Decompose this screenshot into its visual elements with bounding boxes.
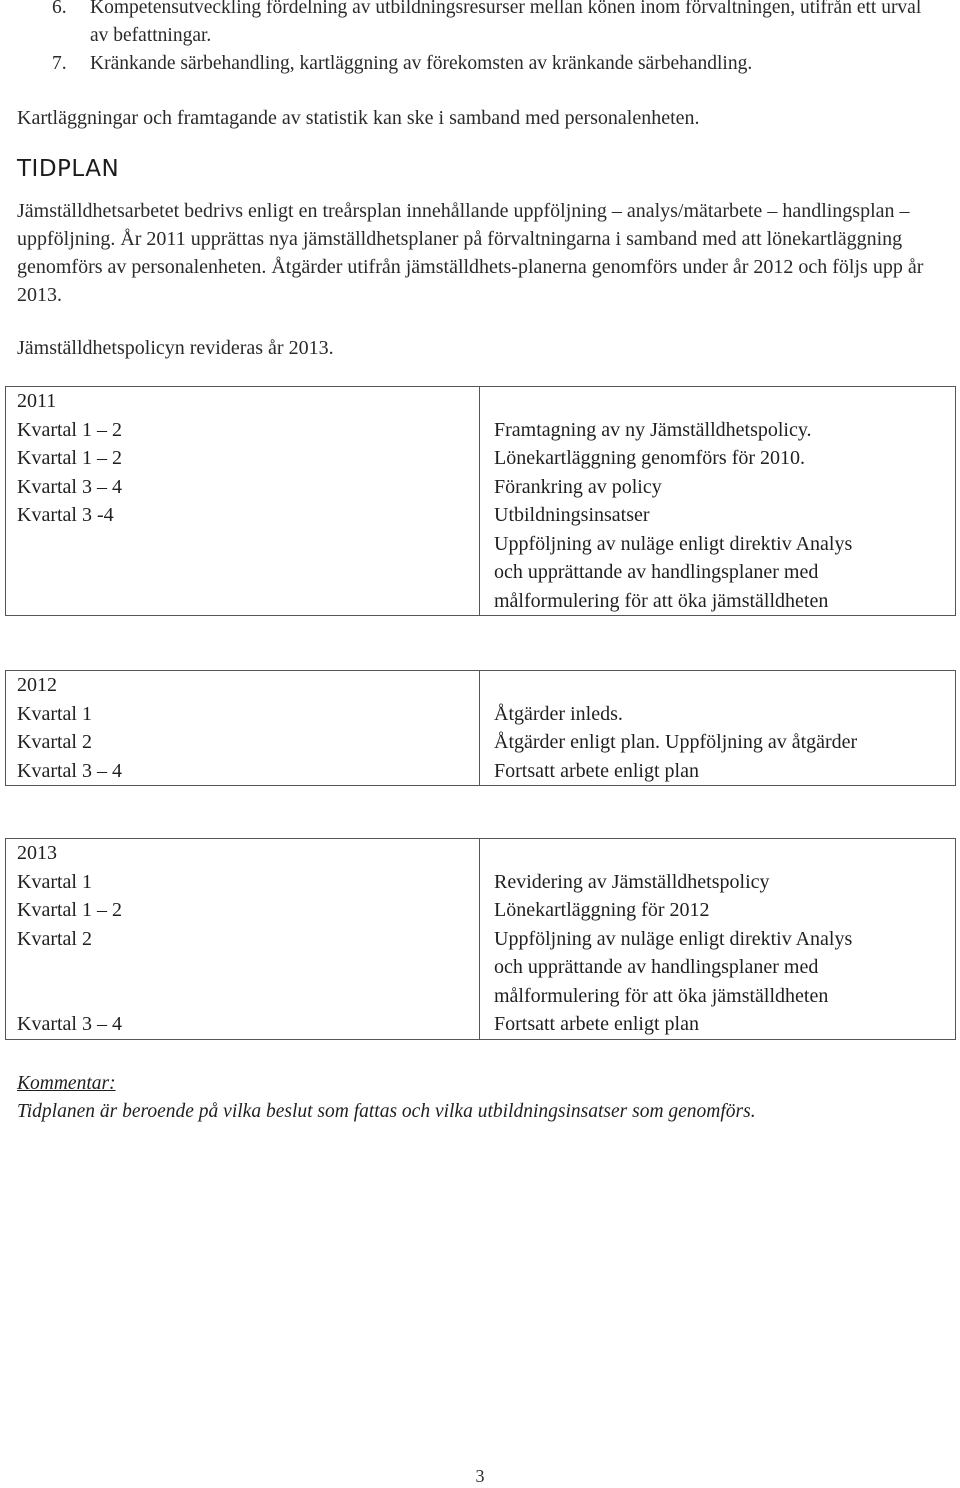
comment-text: Tidplanen är beroende på vilka beslut som fattas och vilka utbildningsinsatser som genomförs. <box>17 1101 756 1122</box>
numbered-list <box>52 0 932 78</box>
table-period: Kvartal 3 – 4 <box>17 475 122 498</box>
timeline-table-2012 <box>5 670 956 786</box>
table-activity: målformulering för att öka jämställdheten <box>494 984 829 1007</box>
intro-paragraph: Kartläggningar och framtagande av statistik kan ske i samband med personalenheten. <box>17 107 700 129</box>
table-activity-cell <box>480 839 956 1040</box>
table-period: Kvartal 1 – 2 <box>17 418 122 441</box>
table-activity: Lönekartläggning genomförs för 2010. <box>494 447 806 469</box>
timeline-table-2011 <box>5 386 956 616</box>
policy-revision-paragraph: Jämställdhetspolicyn revideras år 2013. <box>17 337 334 359</box>
table-blank-line <box>17 982 479 1011</box>
table-year: 2011 <box>17 390 57 412</box>
table-period: Kvartal 3 – 4 <box>17 1013 122 1035</box>
table-activity: Lönekartläggning för 2012 <box>494 899 710 921</box>
table-activity: Åtgärder inleds. <box>494 702 623 725</box>
table-period: Kvartal 3 – 4 <box>17 759 122 782</box>
table-year: 2012 <box>17 674 57 696</box>
table-activity: Framtagning av ny Jämställdhetspolicy. <box>494 418 812 441</box>
table-activity: Åtgärder enligt plan. Uppföljning av åtgärder <box>494 731 858 753</box>
table-blank-line <box>494 387 955 416</box>
list-text: Kränkande särbehandling, kartläggning av förekomsten av kränkande särbehandling. <box>90 53 753 74</box>
table-period: Kvartal 1 – 2 <box>17 899 122 921</box>
table-period: Kvartal 2 <box>17 927 92 950</box>
list-number: 7. <box>52 53 67 74</box>
table-blank-line <box>494 839 955 868</box>
list-item <box>52 50 932 78</box>
table-period: Kvartal 1 – 2 <box>17 447 122 469</box>
comment-block <box>17 1070 947 1126</box>
table-activity: Utbildningsinsatser <box>494 504 650 526</box>
table-year-cell <box>6 839 480 1040</box>
table-activity: Förankring av policy <box>494 475 662 498</box>
table-activity: Revidering av Jämställdhetspolicy <box>494 870 770 893</box>
section-heading: TIDPLAN <box>17 156 120 182</box>
table-blank-line <box>17 953 479 982</box>
table-activity: Uppföljning av nuläge enligt direktiv Analys <box>494 532 853 555</box>
table-year: 2013 <box>17 842 57 864</box>
table-period: Kvartal 1 <box>17 870 92 893</box>
list-item <box>52 0 932 50</box>
table-period: Kvartal 2 <box>17 731 92 753</box>
table-year-cell <box>6 387 480 616</box>
page-number: 3 <box>475 1466 485 1486</box>
table-year-cell <box>6 671 480 786</box>
table-activity: Uppföljning av nuläge enligt direktiv Analys <box>494 927 853 950</box>
table-activity: och upprättande av handlingsplaner med <box>494 561 819 583</box>
timeline-table-2013 <box>5 838 956 1040</box>
table-activity: Fortsatt arbete enligt plan <box>494 759 699 782</box>
list-number: 6. <box>52 0 67 18</box>
table-period: Kvartal 1 <box>17 702 92 725</box>
body-paragraph: Jämställdhetsarbetet bedrivs enligt en treårsplan innehållande uppföljning – analys/mätarbete – handlingsplan – uppföljning. År 2011 upprättas nya jämställdhetsplaner på förvaltningarna i samband med att lönekartläggning genomförs av personalenheten. Åtgärder utifrån jämställdhets-planerna genomförs under år 2012 och följs upp år 2013. <box>17 200 924 306</box>
table-activity-cell <box>480 387 956 616</box>
comment-label: Kommentar: <box>17 1073 116 1094</box>
table-activity: Fortsatt arbete enligt plan <box>494 1013 699 1035</box>
list-text: Kompetensutveckling fördelning av utbildningsresurser mellan könen inom förvaltningen, utifrån ett urval av befattningar. <box>90 0 922 46</box>
table-activity: och upprättande av handlingsplaner med <box>494 956 819 978</box>
table-activity-cell <box>480 671 956 786</box>
table-activity: målformulering för att öka jämställdheten <box>494 589 829 612</box>
table-period: Kvartal 3 -4 <box>17 504 114 526</box>
table-blank-line <box>494 671 955 700</box>
